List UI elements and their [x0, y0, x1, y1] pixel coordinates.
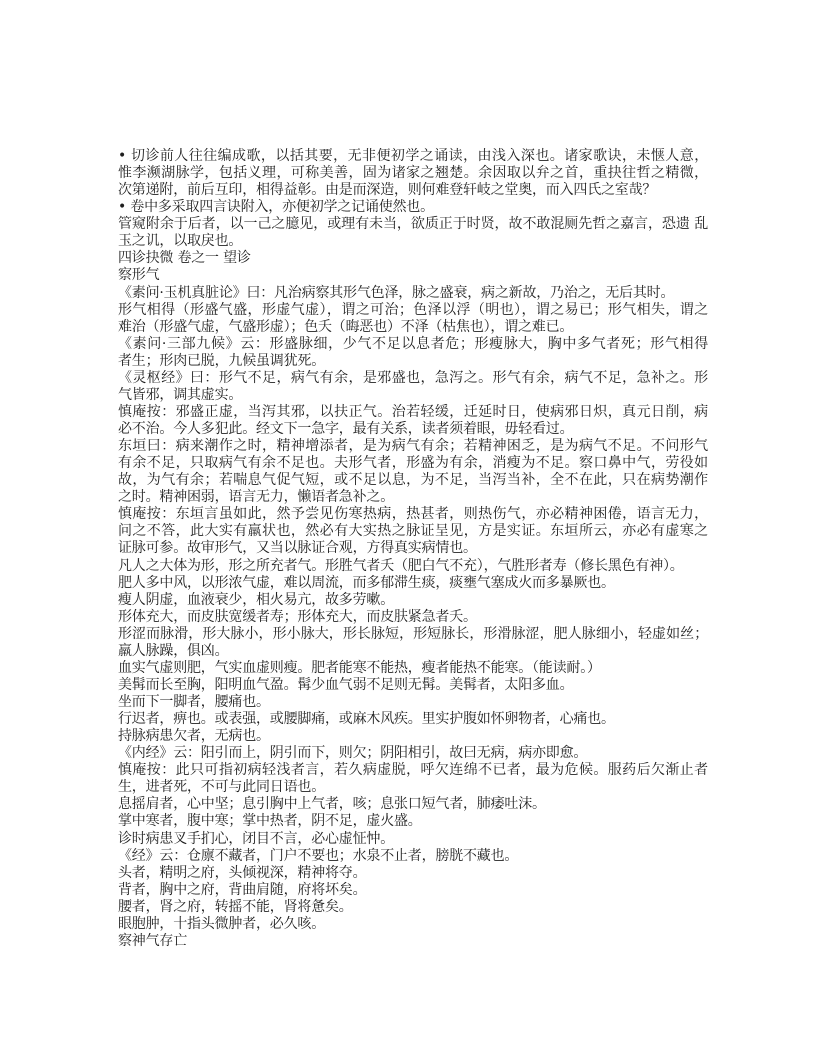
text-line: 玉之讥，以取戾也。 — [118, 233, 243, 250]
paragraph — [118, 285, 708, 302]
text-line: 者生；形肉已脱，九候虽调犹死。 — [118, 352, 325, 369]
text-line: 慎庵按：邪盛正虚，当泻其邪，以扶正气。治若轻缓，迁延时日，使病邪日炽，真元日削，病 — [118, 403, 708, 420]
text-line: 息摇肩者，心中坚；息引胸中上气者，咳；息张口短气者，肺痿吐沫。 — [118, 796, 546, 813]
text-line: 腰者，肾之府，转摇不能，肾将惫矣。 — [118, 898, 353, 915]
paragraph — [118, 558, 708, 575]
paragraph — [118, 609, 708, 626]
text-line: 诊时病患叉手扪心，闭目不言，必心虚怔忡。 — [118, 830, 394, 847]
paragraph — [118, 745, 708, 762]
document-body — [118, 148, 708, 950]
text-line: 《经》云：仓廪不藏者，门户不要也；水泉不止者，膀胱不藏也。 — [118, 847, 519, 864]
text-line: 察形气 — [118, 267, 160, 284]
paragraph — [118, 711, 708, 728]
text-line: • 卷中多采取四言诀附入，亦便初学之记诵使然也。 — [118, 199, 434, 216]
text-line: 《素问·玉机真脏论》曰：凡治病察其形气色泽，脉之盛衰，病之新故，乃治之，无后其时。 — [118, 284, 675, 301]
text-line: 背者，胸中之府，背曲肩随，府将坏矣。 — [118, 881, 367, 898]
text-line: 四诊抉微 卷之一 望诊 — [118, 250, 251, 267]
text-line: 察神气存亡 — [118, 932, 187, 949]
paragraph — [118, 626, 708, 660]
text-line: 东垣曰：病来潮作之时，精神增添者，是为病气有余；若精神困乏，是为病气不足。不问形气 — [118, 438, 708, 455]
paragraph — [118, 660, 708, 677]
text-line: 形涩而脉滑，形大脉小，形小脉大，形长脉短，形短脉长，形滑脉涩，肥人脉细小，轻虚如丝； — [118, 625, 708, 642]
text-line: 羸人脉躁，俱凶。 — [118, 642, 229, 659]
paragraph — [118, 199, 708, 216]
text-line: 必不治。今人多犯此。经文下一急字，最有关系，读者须着眼，毋轻看过。 — [118, 421, 574, 437]
paragraph — [118, 933, 708, 950]
paragraph — [118, 506, 708, 557]
text-line: 血实气虚则肥，气实血虚则瘦。肥者能寒不能热，瘦者能热不能寒。（能读耐。） — [118, 659, 601, 676]
paragraph — [118, 813, 708, 830]
paragraph — [118, 899, 708, 916]
text-line: 《素问·三部九候》云：形盛脉细，少气不足以息者危；形瘦脉大，胸中多气者死；形气相得 — [118, 335, 708, 352]
text-line: 眼胞肿，十指头微肿者，必久咳。 — [118, 915, 325, 932]
paragraph — [118, 336, 708, 370]
paragraph — [118, 762, 708, 796]
text-line: 形气相得（形盛气盛，形虚气虚），谓之可治；色泽以浮（明也），谓之易已；形气相失，谓之 — [118, 301, 708, 318]
paragraph — [118, 404, 708, 438]
text-line: 故，为气有余；若喘息气促气短，或不足以息，为不足，当泻当补，全不在此，只在病势潮作 — [118, 472, 708, 489]
text-line: 行迟者，痹也。或表强，或腰脚痛，或麻木风疾。里实护腹如怀卵物者，心痛也。 — [118, 711, 615, 728]
text-line: 气皆邪，调其虚实。 — [118, 386, 243, 403]
paragraph — [118, 592, 708, 609]
text-line: 肥人多中风，以形浓气虚，难以周流，而多郁滞生痰，痰壅气塞成火而多暴厥也。 — [118, 574, 615, 591]
text-line: 瘦人阴虚，血液衰少，相火易亢，故多劳嗽。 — [118, 591, 394, 608]
text-line: 《灵枢经》曰：形气不足，病气有余，是邪盛也，急泻之。形气有余，病气不足，急补之。形 — [118, 369, 708, 386]
text-line: 《内经》云：阳引而上，阴引而下，则欠；阴阳相引，故曰无病，病亦即愈。 — [118, 745, 588, 762]
paragraph — [118, 796, 708, 813]
text-line: 之时。精神困弱，语言无力，懒语者急补之。 — [118, 489, 394, 506]
paragraph — [118, 250, 708, 267]
paragraph — [118, 831, 708, 848]
paragraph — [118, 728, 708, 745]
paragraph — [118, 865, 708, 882]
paragraph — [118, 694, 708, 711]
paragraph — [118, 916, 708, 933]
text-line: 形体充大，而皮肤宽缓者寿；形体充大，而皮肤紧急者夭。 — [118, 608, 477, 625]
text-line: 次第递附，前后互印，相得益彰。由是而深造，则何难登轩岐之堂奥，而入四氏之室哉？ — [118, 182, 657, 199]
paragraph — [118, 882, 708, 899]
text-line: 惟李濒湖脉学，包括义理，可称美善，固为诸家之翘楚。余因取以弁之首，重抉往哲之精微， — [118, 165, 708, 182]
text-line: 持脉病患欠者，无病也。 — [118, 728, 270, 745]
text-line: 美髯而长至胸，阳明血气盈。髯少血气弱不足则无髯。美髯者，太阳多血。 — [118, 676, 574, 693]
text-line: 生，进者死，不可与此同日语也。 — [118, 779, 325, 796]
paragraph — [118, 370, 708, 404]
paragraph — [118, 216, 708, 250]
text-line: 慎庵按：此只可指初病轻浅者言，若久病虚脱，呼欠连绵不已者，最为危候。服药后欠渐止者 — [118, 762, 708, 779]
text-line: 管窥附余于后者，以一己之臆见，或理有未当，欲质正于时贤，故不敢混厕先哲之嘉言，恐遗 乱 — [118, 216, 708, 233]
text-line: 掌中寒者，腹中寒；掌中热者，阴不足，虚火盛。 — [118, 813, 422, 830]
text-line: 坐而下一脚者，腰痛也。 — [118, 694, 270, 710]
text-line: 凡人之大体为形，形之所充者气。形胜气者夭（肥白气不充），气胜形者寿（修长黑色有神）。 — [118, 557, 684, 574]
text-line: 难治（形盛气虚，气盛形虚）；色夭（晦恶也）不泽（枯焦也），谓之难已。 — [118, 318, 574, 335]
text-line: 问之不答，此大实有羸状也，然必有大实热之脉证呈见，方是实证。东垣所云，亦必有虚寒之 — [118, 523, 708, 540]
paragraph — [118, 148, 708, 199]
paragraph — [118, 575, 708, 592]
paragraph — [118, 302, 708, 336]
paragraph — [118, 848, 708, 865]
text-line: 有余不足，只取病气有余不足也。夫形气者，形盛为有余，消瘦为不足。察口鼻中气，劳役如 — [118, 455, 708, 472]
paragraph — [118, 677, 708, 694]
text-line: • 切诊前人往往编成歌，以括其要，无非便初学之诵读，由浅入深也。诸家歌诀，未惬人意， — [118, 148, 708, 164]
text-line: 慎庵按：东垣言虽如此，然予尝见伤寒热病，热甚者，则热伤气，亦必精神困倦，语言无力， — [118, 506, 708, 523]
paragraph — [118, 267, 708, 284]
paragraph — [118, 438, 708, 506]
text-line: 证脉可参。故审形气，又当以脉证合观，方得真实病情也。 — [118, 540, 477, 557]
text-line: 头者，精明之府，头倾视深，精神将夺。 — [118, 864, 367, 881]
